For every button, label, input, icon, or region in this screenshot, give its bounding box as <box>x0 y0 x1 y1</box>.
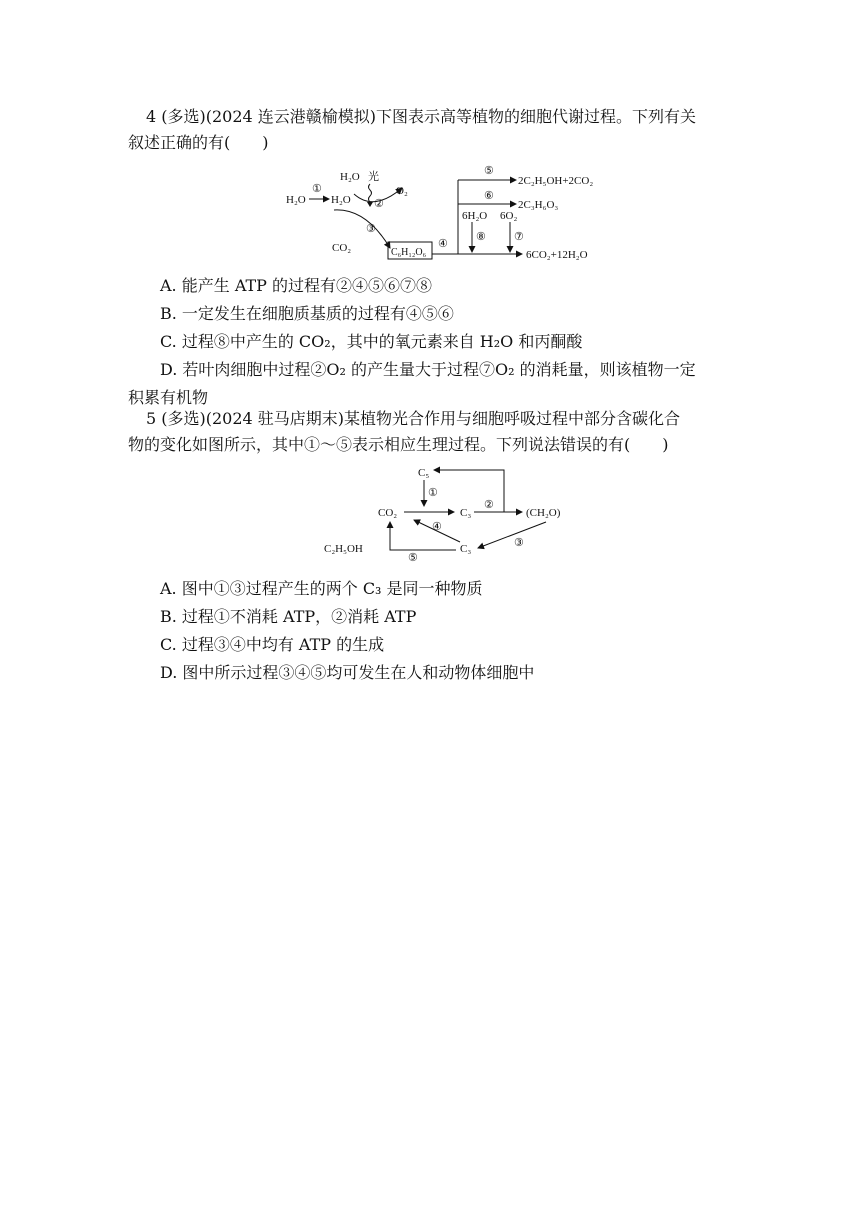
h2o-mid: H₂O <box>331 194 351 206</box>
water-input: 6H₂O <box>462 210 488 222</box>
arrow-5 <box>390 522 456 550</box>
question-5 <box>128 406 736 458</box>
step-1-label: ① <box>428 487 438 499</box>
question-4-stem-line1: 4 (多选)(2024 连云港赣榆模拟)下图表示高等植物的细胞代谢过程。下列有关 <box>146 107 697 126</box>
question-4 <box>128 104 736 156</box>
option-d[interactable]: D. 图中所示过程③④⑤均可发生在人和动物体细胞中 <box>160 663 535 682</box>
step-3-label: ③ <box>366 223 376 235</box>
question-4-stem-line2: 叙述正确的有( ) <box>128 133 269 152</box>
light-arrow <box>369 184 372 202</box>
step-1-label: ① <box>312 183 322 195</box>
step-3-label: ③ <box>514 537 524 549</box>
step-2-label: ② <box>484 499 494 511</box>
option-c[interactable]: C. 过程③④中均有 ATP 的生成 <box>160 635 385 654</box>
h2o-top: H₂O <box>340 171 360 183</box>
c3-bottom-label: C₃ <box>460 543 472 555</box>
option-d-continued: 积累有机物 <box>128 388 209 407</box>
step-4-label: ④ <box>438 238 448 250</box>
option-a[interactable]: A. 图中①③过程产生的两个 C₃ 是同一种物质 <box>160 579 483 598</box>
step-6-label: ⑥ <box>484 190 494 202</box>
co2-label: CO₂ <box>378 507 398 519</box>
option-d[interactable]: D. 若叶肉细胞中过程②O₂ 的产生量大于过程⑦O₂ 的消耗量，则该植物一定 <box>160 360 696 379</box>
c5-label: C₅ <box>418 467 430 479</box>
o2-label: O₂ <box>396 185 408 197</box>
step-4-label: ④ <box>432 521 442 533</box>
option-b[interactable]: B. 过程①不消耗 ATP，②消耗 ATP <box>160 607 417 626</box>
option-b[interactable]: B. 一定发生在细胞质基质的过程有④⑤⑥ <box>160 304 454 323</box>
step-5-label: ⑤ <box>484 165 494 177</box>
product-7: 6CO₂+12H₂O <box>526 249 588 261</box>
ch2o-label: (CH₂O) <box>526 507 561 519</box>
c3-top-label: C₃ <box>460 507 472 519</box>
step-2-label: ② <box>374 198 384 210</box>
carbon-compound-diagram <box>320 462 580 562</box>
option-c[interactable]: C. 过程⑧中产生的 CO₂，其中的氧元素来自 H₂O 和丙酮酸 <box>160 332 583 351</box>
light-label: 光 <box>368 171 379 183</box>
arrow-3 <box>478 522 546 548</box>
question-5-stem-line1: 5 (多选)(2024 驻马店期末)某植物光合作用与细胞呼吸过程中部分含碳化合 <box>146 409 681 428</box>
ethanol-label: C₂H₅OH <box>324 543 363 555</box>
product-6: 2C₃H₆O₃ <box>518 199 559 211</box>
co2-label: CO₂ <box>332 242 352 254</box>
step-8-label: ⑧ <box>476 231 486 243</box>
question-5-options <box>128 575 736 687</box>
product-5: 2C₂H₅OH+2CO₂ <box>518 175 594 187</box>
h2o-left: H₂O <box>286 194 306 206</box>
glucose-label: C₆H₁₂O₆ <box>391 247 427 258</box>
step-7-label: ⑦ <box>514 231 524 243</box>
oxygen-input: 6O₂ <box>500 210 518 222</box>
question-5-stem-line2: 物的变化如图所示，其中①～⑤表示相应生理过程。下列说法错误的有( ) <box>128 435 669 454</box>
question-4-options <box>128 272 736 412</box>
metabolism-diagram <box>286 162 616 266</box>
step-5-label: ⑤ <box>408 552 418 562</box>
option-a[interactable]: A. 能产生 ATP 的过程有②④⑤⑥⑦⑧ <box>160 276 433 295</box>
